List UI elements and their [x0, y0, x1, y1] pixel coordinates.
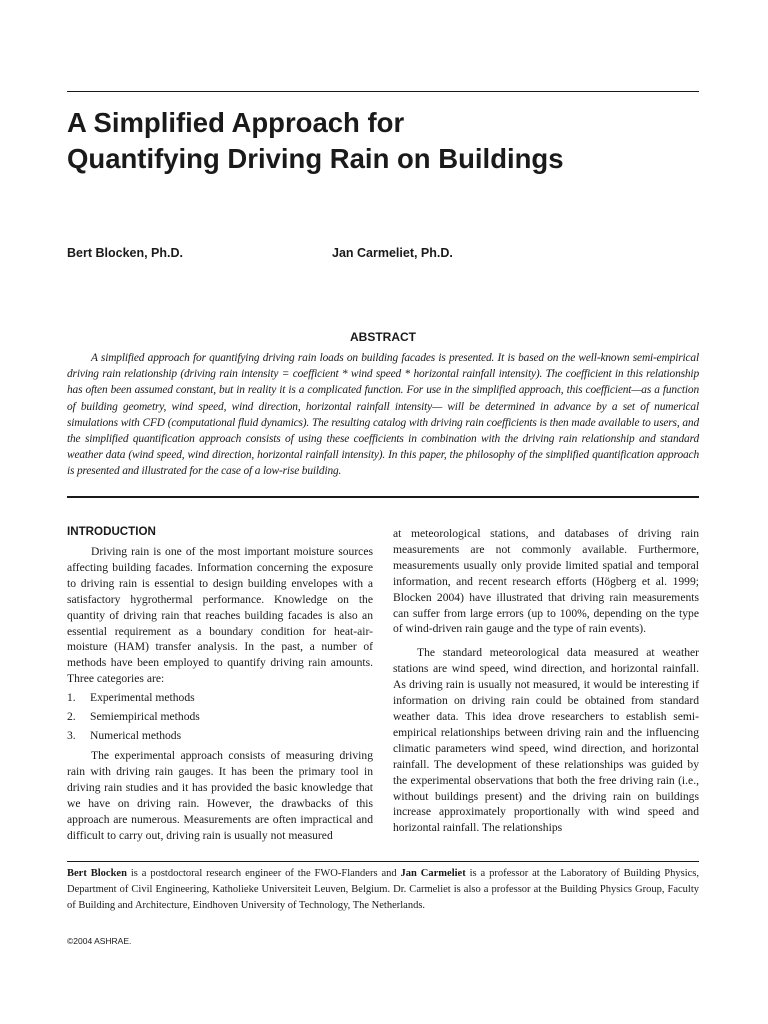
footnote-rule: [67, 861, 699, 862]
footnote-text-1: is a postdoctoral research engineer of the FWO-Flanders and: [126, 868, 401, 879]
list-number: 2.: [67, 710, 76, 724]
list-item: [67, 726, 373, 745]
list-label: Semiempirical methods: [90, 710, 200, 724]
methods-list: [67, 688, 373, 745]
footnote-name-carmeliet: Jan Carmeliet: [400, 868, 466, 879]
abstract-divider: [67, 496, 699, 498]
list-item: [67, 707, 373, 726]
author-blocken: Bert Blocken, Ph.D.: [67, 246, 183, 260]
list-item: [67, 688, 373, 707]
intro-paragraph-3: The standard meteorological data measured at weather stations are wind speed, wind direction, and horizontal rainfall. As driving rain is usually not measured, it would be interesting if information on driving rain could be obtained from standard weather data. This idea drove researchers to establish semi-empirical relationships between driving rain and the influencing climatic parameters wind speed, wind direction, and horizontal rainfall. The development of these relationships was guided by the experimental observations that both the free driving rain (i.e., without buildings present) and the driving rain on buildings increase approximately proportionally with wind speed and horizontal rainfall. The relationships: [393, 646, 699, 835]
right-column: [393, 526, 699, 836]
left-column: [67, 525, 373, 844]
copyright-notice: ©2004 ASHRAE.: [67, 936, 132, 946]
footnote-name-blocken: Bert Blocken: [67, 868, 127, 879]
list-label: Experimental methods: [90, 691, 195, 705]
paper-title: [67, 105, 707, 177]
list-label: Numerical methods: [90, 729, 182, 743]
author-carmeliet: Jan Carmeliet, Ph.D.: [332, 246, 453, 260]
intro-paragraph-2-continued: at meteorological stations, and databases of driving rain measurements are not commonly available. Furthermore, measurements usually only provide limited spatial and temporal information, and recent research efforts (Högberg et al. 1999; Blocken 2004) have illustrated that driving rain measurements can suffer from large errors (up to 100%, depending on the type of wind-driven rain gauge and the type of rain events).: [393, 527, 699, 636]
author-footnote: [67, 866, 699, 914]
top-rule: [67, 91, 699, 92]
introduction-heading: INTRODUCTION: [67, 525, 156, 538]
intro-paragraph-1: Driving rain is one of the most important moisture sources affecting building facades. Information concerning the exposure to driving rain is essential to design building envelopes with a satisfactory hygrothermal performance. Knowledge on the quantity of driving rain that reaches building facades is also an essential requirement as a boundary condition for heat-air-moisture (HAM) transfer analysis. In the past, a number of methods have been employed to quantify driving rain amounts. Three categories are:: [67, 545, 373, 686]
abstract-text: A simplified approach for quantifying driving rain loads on building facades is presented. It is based on the well-known semi-empirical driving rain relationship (driving rain intensity = coefficient * wind speed * horizontal rainfall intensity). The coefficient in this relationship has often been assumed constant, but in reality it is a complicated function. For use in the simplified approach, this coefficient—as a function of building geometry, wind speed, wind direction, horizontal rainfall intensity— will be determined in advance by a set of numerical simulations with CFD (computational fluid dynamics). The resulting catalog with driving rain coefficients is then made available to users, and the simplified quantification approach consists of using these coefficients in combination with the driving rain relationship and standard weather data (wind speed, wind direction, horizontal rainfall intensity). In this paper, the philosophy of the simplified quantification approach is presented and illustrated for the case of a low-rise building.: [67, 352, 699, 478]
footnote-text-2: is a professor at the Laboratory of Building Physics, Department of Civil Engineering, Katholieke Universiteit Leuven, Belgium. Dr. Carmeliet is also a professor at the Building Physics Group, Faculty of Building and Architecture, Eindhoven University of Technology, The Netherlands.: [67, 868, 699, 911]
title-line-2: Quantifying Driving Rain on Buildings: [67, 143, 564, 174]
list-number: 3.: [67, 729, 76, 743]
abstract-heading: ABSTRACT: [350, 330, 416, 344]
intro-paragraph-2: The experimental approach consists of measuring driving rain with driving rain gauges. It has been the primary tool in driving rain studies and it has provided the basic knowledge that we have on driving rain. However, the drawbacks of this approach are numerous. Measurements are often impractical and difficult to carry out, driving rain is usually not measured: [67, 749, 373, 842]
list-number: 1.: [67, 691, 76, 705]
title-line-1: A Simplified Approach for: [67, 107, 405, 138]
